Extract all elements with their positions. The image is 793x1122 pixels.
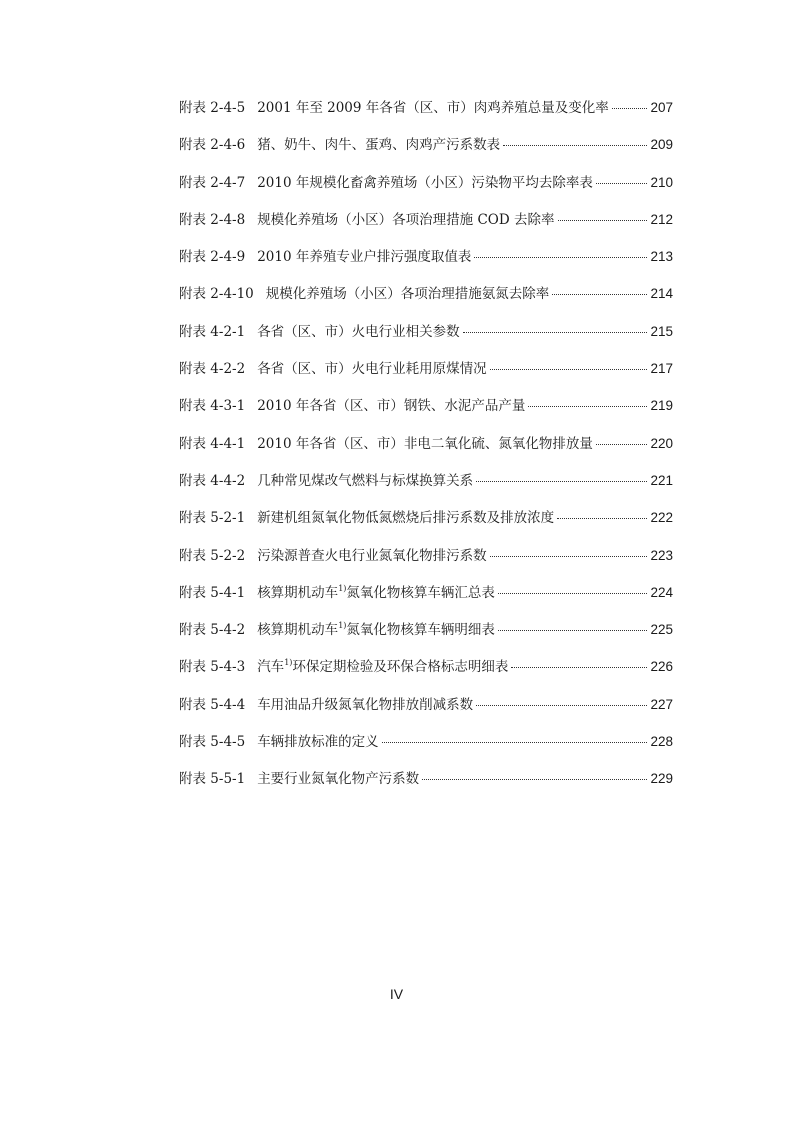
toc-dot-leader xyxy=(474,245,647,258)
toc-entry-title xyxy=(245,657,508,677)
toc-dot-leader xyxy=(422,767,647,780)
toc-entry[interactable] xyxy=(179,657,673,694)
toc-entry-label: 附表 5-4-3 xyxy=(179,659,246,676)
toc-entry-title: 2010 年规模化畜禽养殖场（小区）污染物平均去除率表 xyxy=(257,174,593,191)
page-number: IV xyxy=(389,986,404,1002)
footnote-marker: 1) xyxy=(338,621,347,631)
toc-entry-page: 222 xyxy=(650,510,673,526)
toc-entry-title: 污染源普查火电行业氮氧化物排污系数 xyxy=(257,547,487,564)
toc-entry[interactable] xyxy=(179,732,673,769)
toc-dot-leader xyxy=(476,693,647,706)
toc-dot-leader xyxy=(503,133,647,146)
toc-entry[interactable] xyxy=(179,695,673,732)
toc-entry-label: 附表 5-2-1 xyxy=(179,510,246,527)
toc-entry-page: 207 xyxy=(650,100,673,115)
toc-entry-page: 213 xyxy=(650,249,673,265)
toc-entry-title: 几种常见煤改气燃料与标煤换算关系 xyxy=(257,472,474,489)
toc-entry-label: 附表 5-2-2 xyxy=(179,547,246,564)
toc-entry-title: 2010 年养殖专业户排污强度取值表 xyxy=(257,249,472,266)
toc-entry[interactable] xyxy=(179,434,673,471)
table-of-contents xyxy=(179,98,673,807)
toc-entry[interactable] xyxy=(179,210,673,247)
toc-entry[interactable] xyxy=(179,135,673,172)
toc-entry-label: 附表 5-4-2 xyxy=(179,622,246,639)
toc-entry[interactable] xyxy=(179,247,673,284)
toc-entry-label: 附表 2-4-7 xyxy=(179,174,246,191)
footnote-marker: 1) xyxy=(284,658,293,668)
toc-entry-page: 223 xyxy=(650,547,673,563)
toc-entry-title: 猪、奶牛、肉牛、蛋鸡、肉鸡产污系数表 xyxy=(257,137,501,154)
toc-entry-page: 228 xyxy=(650,734,673,750)
toc-entry[interactable] xyxy=(179,173,673,210)
toc-entry-title-text: 核算期机动车 xyxy=(257,622,339,639)
toc-entry-label: 附表 2-4-6 xyxy=(179,137,246,154)
toc-dot-leader xyxy=(596,171,648,184)
toc-dot-leader xyxy=(552,282,647,295)
toc-entry-page: 210 xyxy=(650,174,673,190)
toc-entry-title xyxy=(245,583,495,603)
toc-dot-leader xyxy=(511,655,647,668)
toc-entry-page: 212 xyxy=(650,211,673,227)
toc-entry-title: 车辆排放标准的定义 xyxy=(257,734,379,751)
toc-entry-title-text: 氮氧化物核算车辆明细表 xyxy=(346,622,495,639)
toc-entry-label: 附表 4-4-2 xyxy=(179,472,246,489)
toc-entry-page: 219 xyxy=(650,398,673,414)
toc-entry-label: 附表 5-4-5 xyxy=(179,734,246,751)
toc-dot-leader xyxy=(558,208,648,221)
toc-entry-label: 附表 2-4-9 xyxy=(179,249,246,266)
toc-entry-label: 附表 5-5-1 xyxy=(179,771,246,788)
toc-entry-page: 217 xyxy=(650,361,673,377)
toc-entry-title-text: 核算期机动车 xyxy=(257,584,339,601)
toc-entry-title: 新建机组氮氧化物低氮燃烧后排污系数及排放浓度 xyxy=(257,510,555,527)
toc-entry-title: 主要行业氮氧化物产污系数 xyxy=(257,771,420,788)
toc-dot-leader xyxy=(596,432,648,445)
toc-dot-leader xyxy=(382,730,648,743)
toc-entry[interactable] xyxy=(179,508,673,545)
toc-entry-label: 附表 5-4-4 xyxy=(179,696,246,713)
toc-entry-page: 209 xyxy=(650,137,673,153)
toc-entry[interactable] xyxy=(179,471,673,508)
toc-entry[interactable] xyxy=(179,620,673,657)
toc-entry[interactable] xyxy=(179,396,673,433)
toc-dot-leader xyxy=(498,618,648,631)
toc-dot-leader xyxy=(490,544,648,557)
toc-entry-page: 215 xyxy=(650,323,673,339)
toc-entry-page: 227 xyxy=(650,696,673,712)
toc-entry-title xyxy=(245,620,495,640)
toc-entry-label: 附表 2-4-10 xyxy=(179,286,254,303)
toc-entry-page: 221 xyxy=(650,472,673,488)
toc-entry-title: 规模化养殖场（小区）各项治理措施 COD 去除率 xyxy=(257,211,555,228)
toc-dot-leader xyxy=(498,581,648,594)
toc-entry-title-text: 氮氧化物核算车辆汇总表 xyxy=(346,584,495,601)
toc-dot-leader xyxy=(528,394,647,407)
toc-entry[interactable] xyxy=(179,583,673,620)
toc-dot-leader xyxy=(612,96,648,109)
toc-dot-leader xyxy=(557,506,647,519)
toc-entry-label: 附表 2-4-8 xyxy=(179,211,246,228)
toc-entry-label: 附表 4-2-1 xyxy=(179,323,246,340)
toc-entry-title: 2001 年至 2009 年各省（区、市）肉鸡养殖总量及变化率 xyxy=(257,100,609,116)
toc-entry-title: 各省（区、市）火电行业相关参数 xyxy=(257,323,460,340)
toc-dot-leader xyxy=(476,469,647,482)
footnote-marker: 1) xyxy=(338,583,347,593)
toc-entry-title: 2010 年各省（区、市）非电二氧化硫、氮氧化物排放量 xyxy=(257,435,593,452)
toc-entry-page: 225 xyxy=(650,622,673,638)
toc-entry[interactable] xyxy=(179,546,673,583)
toc-entry-label: 附表 4-3-1 xyxy=(179,398,246,415)
toc-entry-title-text: 汽车 xyxy=(257,659,285,676)
toc-entry-title: 各省（区、市）火电行业耗用原煤情况 xyxy=(257,361,487,378)
toc-entry[interactable] xyxy=(179,322,673,359)
toc-entry-page: 229 xyxy=(650,771,673,787)
toc-entry-page: 226 xyxy=(650,659,673,675)
toc-entry[interactable] xyxy=(179,284,673,321)
toc-entry-title-text: 环保定期检验及环保合格标志明细表 xyxy=(292,659,509,676)
toc-entry-label: 附表 4-4-1 xyxy=(179,435,246,452)
toc-entry[interactable] xyxy=(179,769,673,806)
toc-entry-page: 220 xyxy=(650,435,673,451)
toc-entry-label: 附表 4-2-2 xyxy=(179,361,246,378)
toc-entry-page: 224 xyxy=(650,584,673,600)
toc-entry-label: 附表 2-4-5 xyxy=(179,100,246,116)
toc-entry-title: 规模化养殖场（小区）各项治理措施氨氮去除率 xyxy=(265,286,550,303)
toc-entry[interactable] xyxy=(179,98,673,135)
toc-dot-leader xyxy=(463,320,648,333)
toc-entry[interactable] xyxy=(179,359,673,396)
toc-entry-title: 车用油品升级氮氧化物排放削减系数 xyxy=(257,696,474,713)
toc-dot-leader xyxy=(490,357,648,370)
toc-entry-label: 附表 5-4-1 xyxy=(179,584,246,601)
toc-entry-page: 214 xyxy=(650,286,673,302)
toc-entry-title: 2010 年各省（区、市）钢铁、水泥产品产量 xyxy=(257,398,526,415)
